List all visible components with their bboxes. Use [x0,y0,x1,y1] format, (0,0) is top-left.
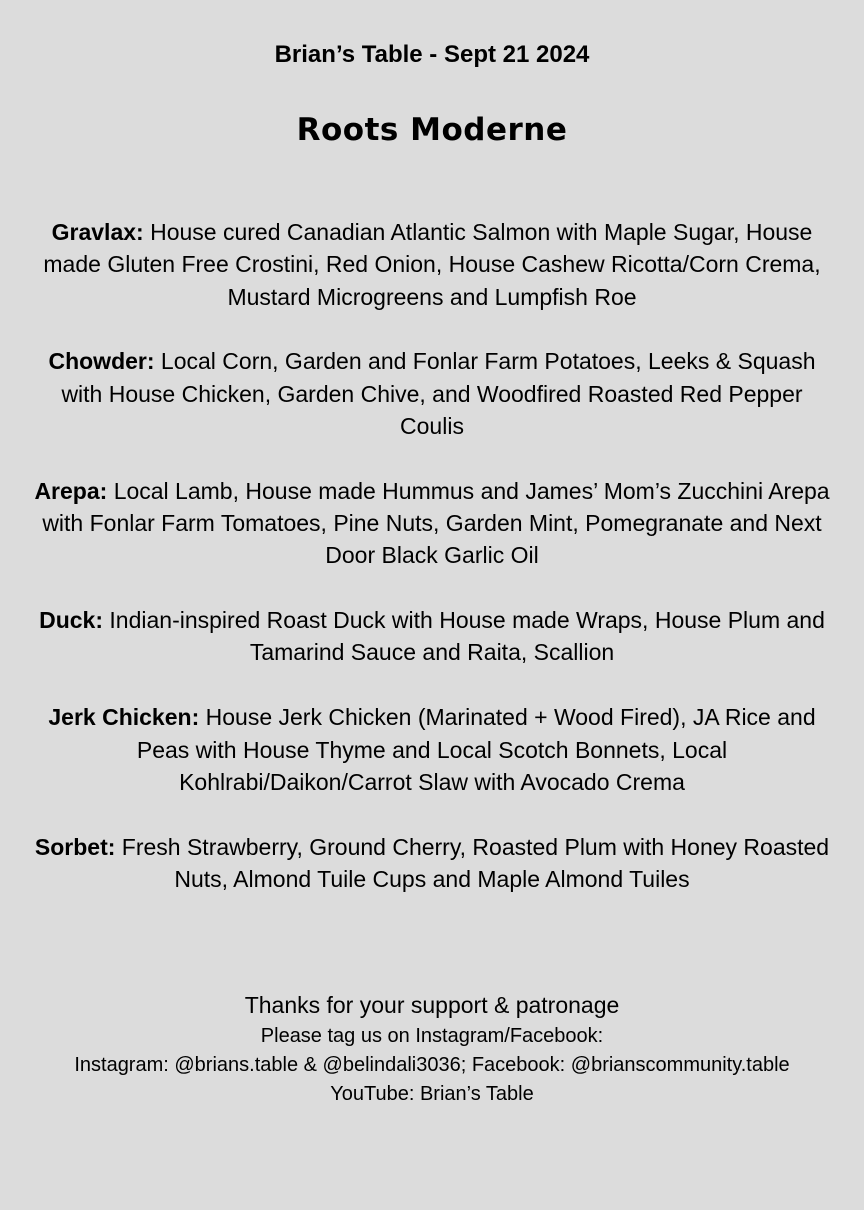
course-name: Sorbet: [34,833,116,860]
footer [0,988,864,1109]
menu-title: Roots Moderne [296,112,568,148]
course-description: Local Corn, Garden and Fonlar Farm Potatoes, Leeks & Squash with House Chicken, Garden Chive, and Woodfired Roasted Red Pepper Coulis [61,348,816,439]
course-description: House cured Canadian Atlantic Salmon with Maple Sugar, House made Gluten Free Crostini, Red Onion, House Cashew Ricotta/Corn Crema, Mustard Microgreens and Lumpfish Roe [43,219,821,310]
thanks-message: Thanks for your support & patronage [244,992,620,1018]
youtube-channel: YouTube: Brian’s Table [330,1083,534,1105]
course-name: Gravlax: [51,219,144,245]
course-list [30,216,834,928]
page-title: Brian’s Table - Sept 21 2024 [274,41,590,68]
course-jerk-chicken [30,701,834,798]
social-handles: Instagram: @brians.table & @belindali3036; Facebook: @brianscommunity.table [74,1054,790,1076]
course-description: Local Lamb, House made Hummus and James’ Mom’s Zucchini Arepa with Fonlar Farm Tomatoes, Pine Nuts, Garden Mint, Pomegranate and Next Door Black Garlic Oil [42,477,830,569]
course-chowder [30,345,834,442]
course-name: Duck: [39,607,104,634]
course-description: Fresh Strawberry, Ground Cherry, Roasted Plum with Honey Roasted Nuts, Almond Tuile Cups and Maple Almond Tuiles [121,833,830,892]
tag-prompt: Please tag us on Instagram/Facebook: [260,1025,604,1047]
course-name: Jerk Chicken: [48,704,200,731]
course-gravlax [30,216,834,313]
course-description: Indian-inspired Roast Duck with House made Wraps, House Plum and Tamarind Sauce and Raita, Scallion [109,607,825,666]
course-name: Arepa: [34,477,108,504]
course-description: House Jerk Chicken (Marinated + Wood Fired), JA Rice and Peas with House Thyme and Local Scotch Bonnets, Local Kohlrabi/Daikon/Carrot Slaw with Avocado Crema [136,704,816,795]
course-sorbet [30,831,834,896]
course-arepa [30,475,834,572]
course-duck [30,604,834,669]
course-name: Chowder: [48,348,155,375]
